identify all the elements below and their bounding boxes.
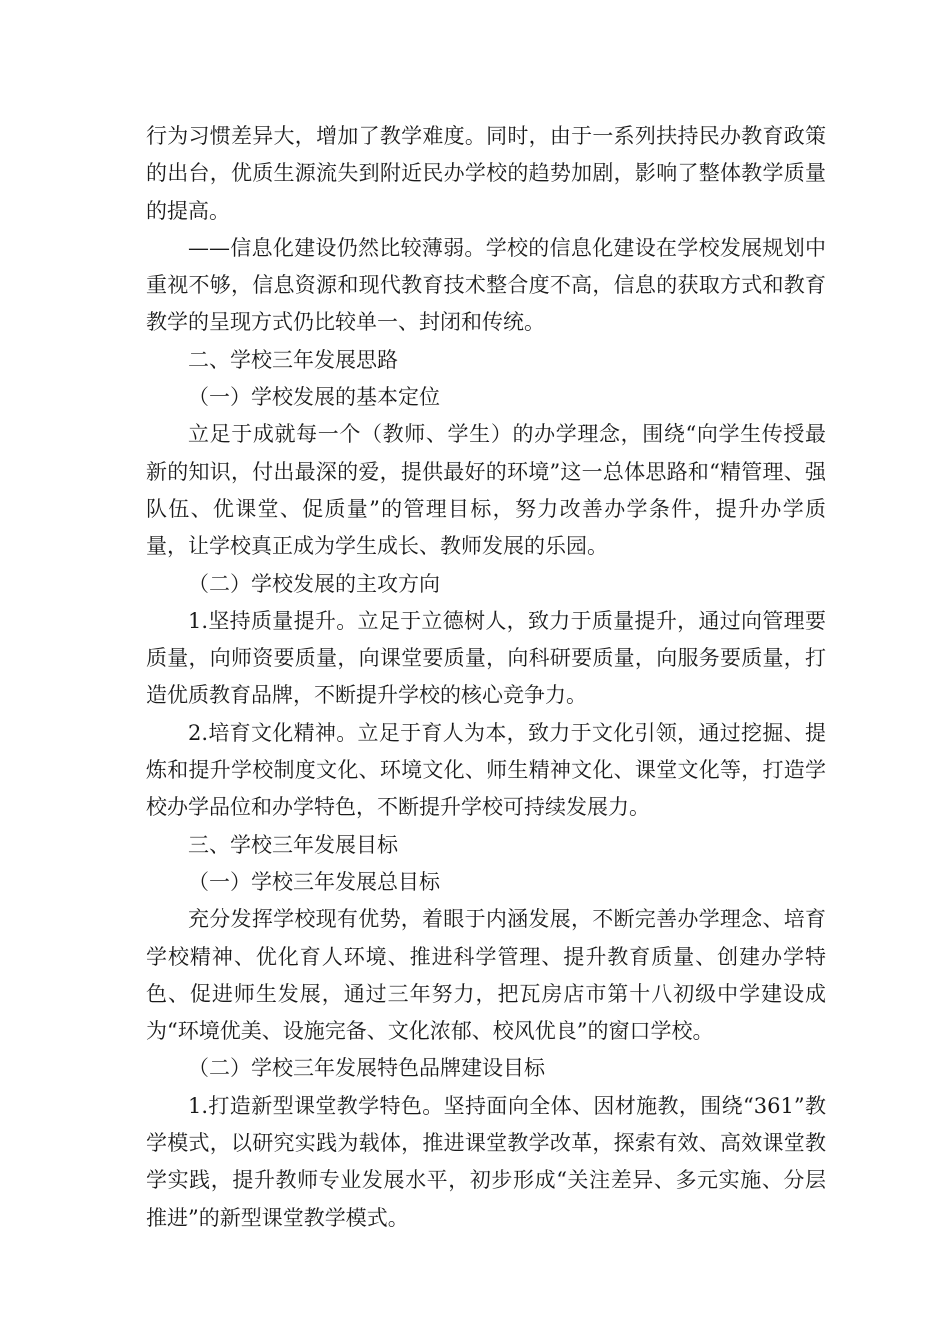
paragraph-basic-positioning: 立足于成就每一个（教师、学生）的办学理念，围绕“向学生传授最新的知识，付出最深的爱，提供最好的环境”这一总体思路和“精管理、强队伍、优课堂、促质量”的管理目标，努力改善办学条件，提升办学质量，让学校真正成为学生成长、教师发展的乐园。 bbox=[146, 422, 826, 559]
paragraph-informatization: ——信息化建设仍然比较薄弱。学校的信息化建设在学校发展规划中重视不够，信息资源和现代教育技术整合度不高，信息的获取方式和教育教学的呈现方式仍比较单一、封闭和传统。 bbox=[146, 235, 826, 335]
section-heading-development-goals: 三、学校三年发展目标 bbox=[188, 832, 398, 857]
paragraph-culture-spirit: 2.培育文化精神。立足于育人为本，致力于文化引领，通过挖掘、提炼和提升学校制度文化、环境文化、师生精神文化、课堂文化等，打造学校办学品位和办学特色，不断提升学校可持续发展力。 bbox=[146, 720, 826, 820]
subheading-overall-goal: （一）学校三年发展总目标 bbox=[188, 869, 440, 894]
paragraph-overall-goal: 充分发挥学校现有优势，着眼于内涵发展，不断完善办学理念、培育学校精神、优化育人环境、推进科学管理、提升教育质量、创建办学特色、促进师生发展，通过三年努力，把瓦房店市第十八初级中学建设成为“环境优美、设施完备、文化浓郁、校风优良”的窗口学校。 bbox=[146, 907, 826, 1044]
subheading-main-direction: （二）学校发展的主攻方向 bbox=[188, 571, 440, 596]
paragraph-student-quality: 行为习惯差异大，增加了教学难度。同时，由于一系列扶持民办教育政策的出台，优质生源流失到附近民办学校的趋势加剧，影响了整体教学质量的提高。 bbox=[146, 124, 826, 223]
paragraph-quality-improvement: 1.坚持质量提升。立足于立德树人，致力于质量提升，通过向管理要质量，向师资要质量，向课堂要质量，向科研要质量，向服务要质量，打造优质教育品牌，不断提升学校的核心竞争力。 bbox=[146, 608, 826, 708]
paragraph-classroom-teaching: 1.打造新型课堂教学特色。坚持面向全体、因材施教，围绕“361”教学模式，以研究实践为载体，推进课堂教学改革，探索有效、高效课堂教学实践，提升教师专业发展水平，初步形成“关注差异、多元实施、分层推进”的新型课堂教学模式。 bbox=[146, 1093, 826, 1230]
subheading-brand-goal: （二）学校三年发展特色品牌建设目标 bbox=[188, 1056, 545, 1081]
subheading-basic-positioning: （一）学校发展的基本定位 bbox=[188, 385, 440, 410]
document-body bbox=[146, 118, 826, 1237]
section-heading-development-ideas: 二、学校三年发展思路 bbox=[188, 347, 398, 372]
